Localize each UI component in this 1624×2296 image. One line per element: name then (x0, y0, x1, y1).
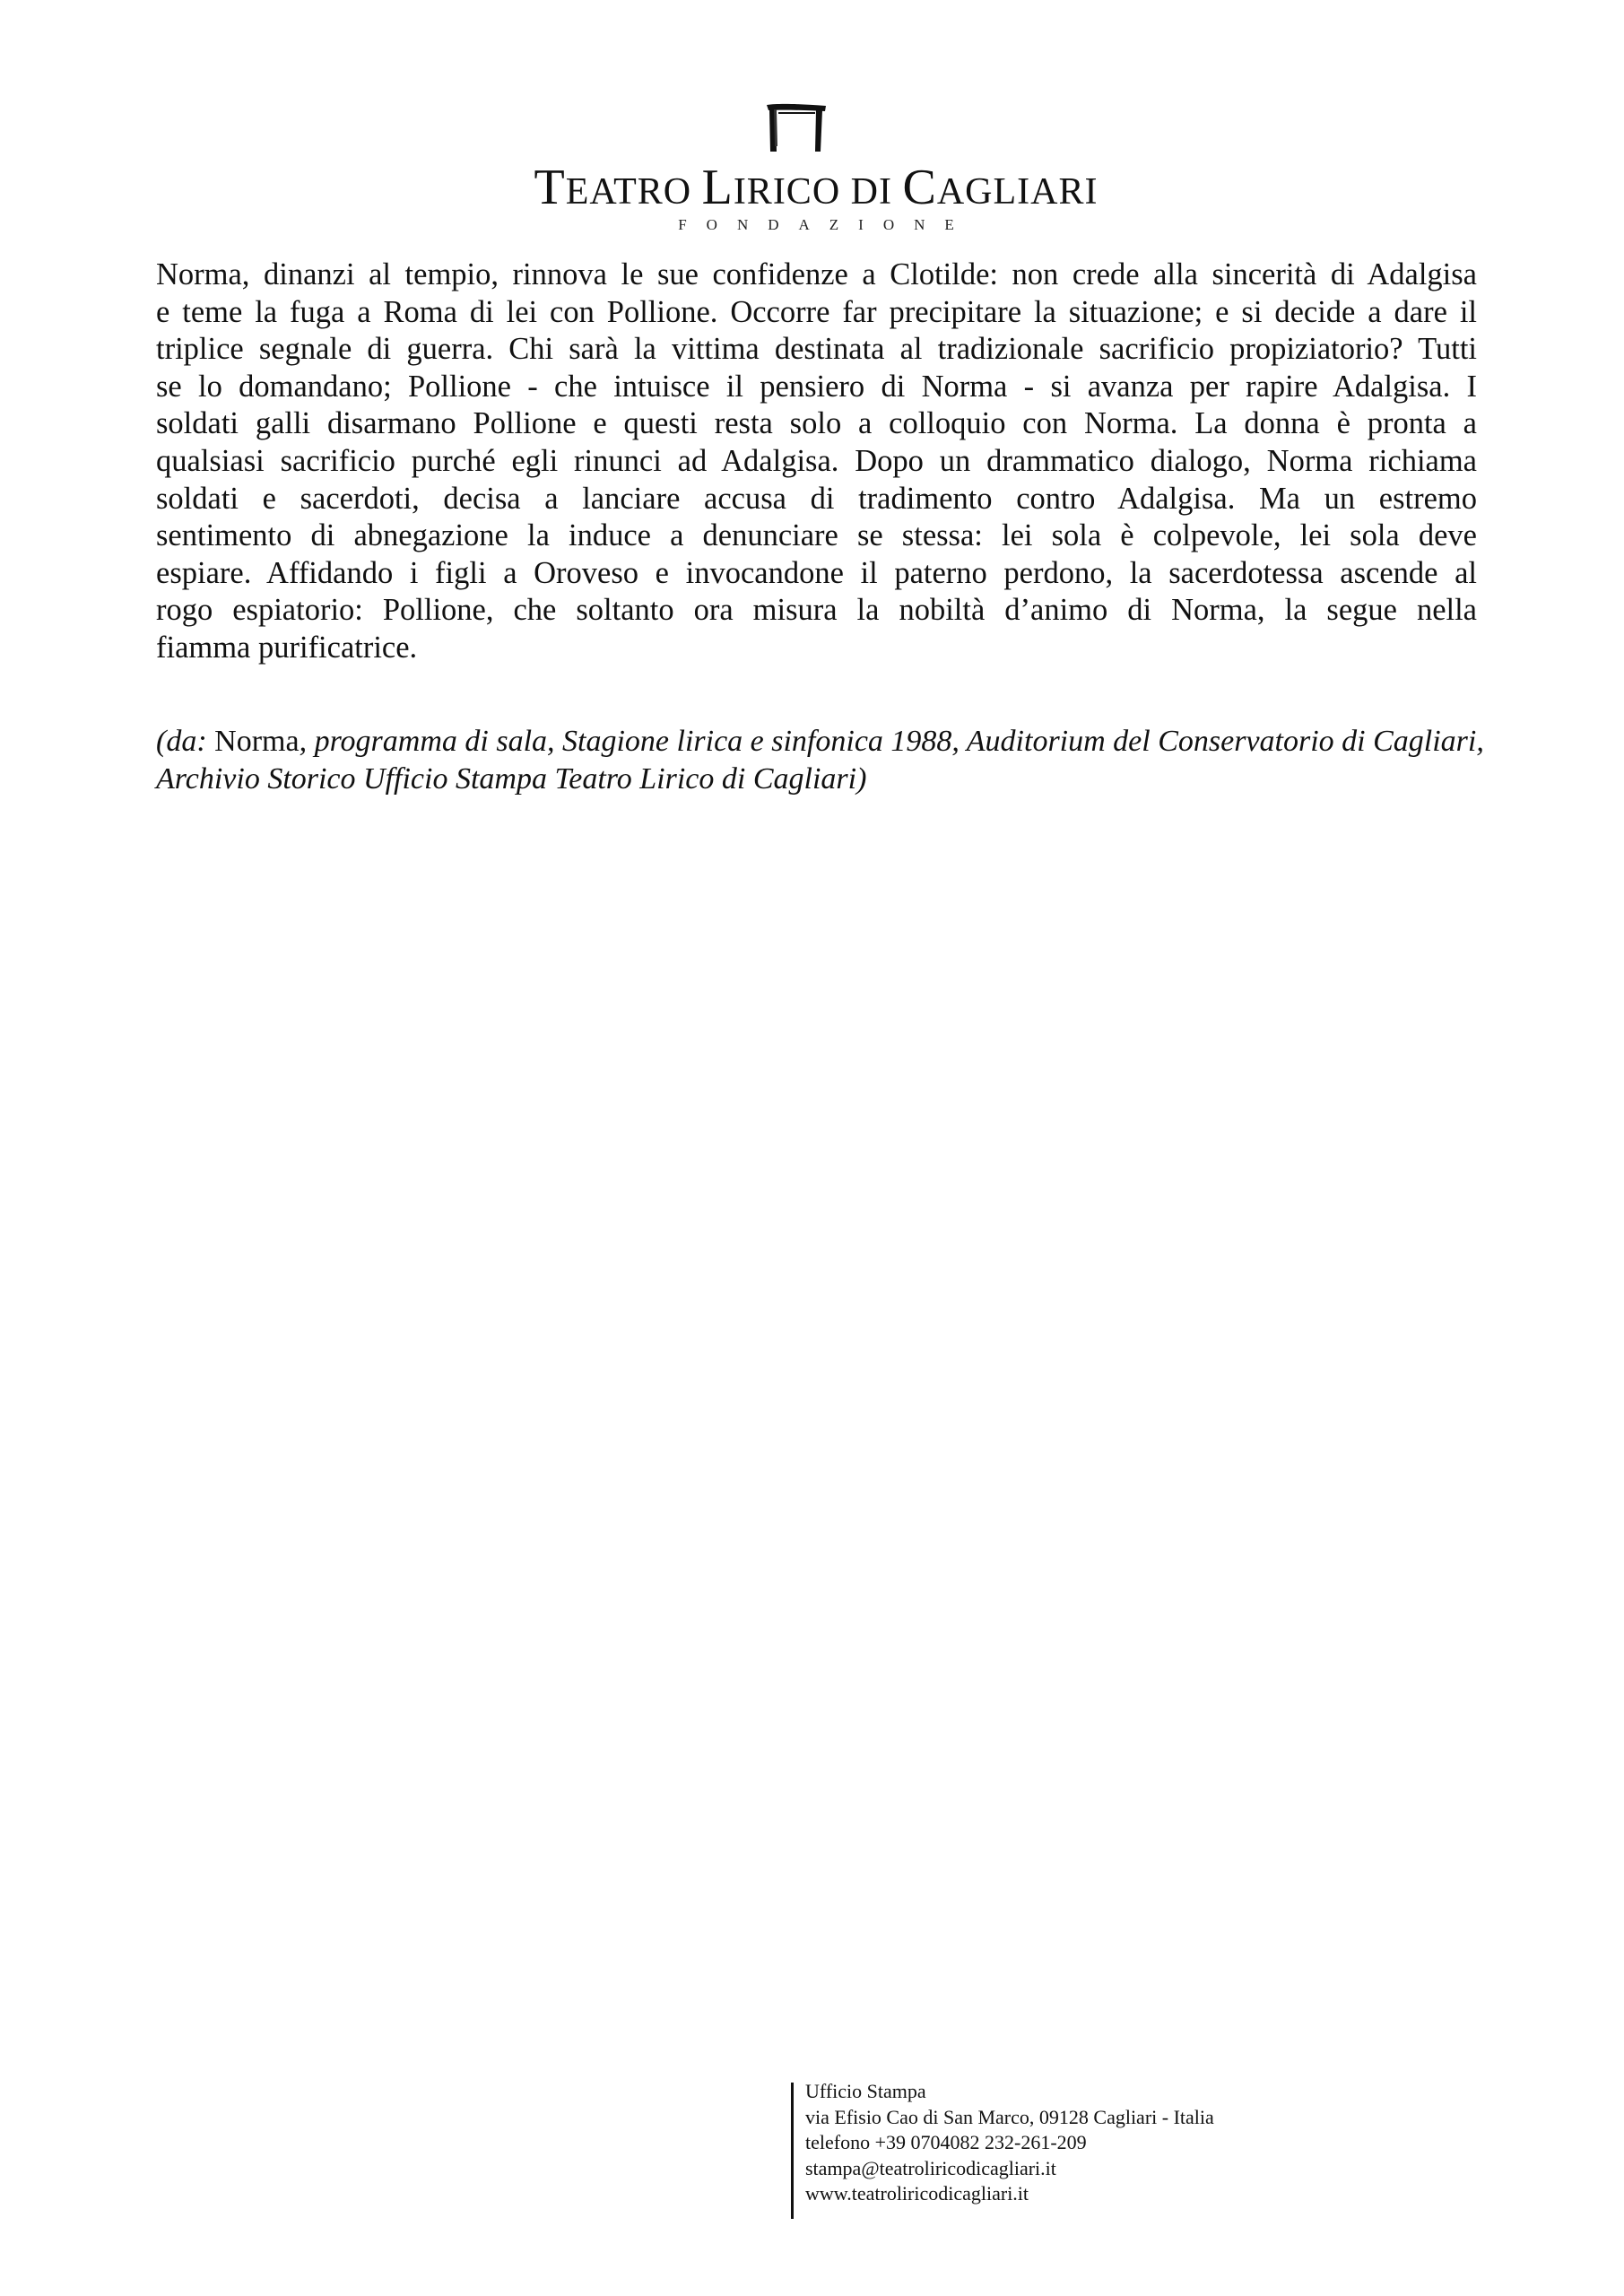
footer-contact (805, 2079, 1307, 2207)
paragraph-line: soldati galli disarmano Pollione e questi resta solo a colloquio con Norma. La donna è pronta a (156, 406, 1477, 441)
citation-line: Archivio Storico Ufficio Stampa Teatro Lirico di Cagliari) (156, 761, 867, 796)
footer-phone: telefono +39 0704082 232-261-209 (805, 2131, 1087, 2154)
paragraph-line: Norma, dinanzi al tempio, rinnova le sue confidenze a Clotilde: non crede alla sincerità di Adalgisa (156, 257, 1477, 291)
letterhead-title-initial: L (701, 160, 734, 215)
source-citation (156, 723, 1484, 797)
paragraph-line: sentimento di abnegazione la induce a denunciare se stessa: lei sola è colpevole, lei sola deve (156, 518, 1477, 553)
letterhead-title-rest: IRICO DI (733, 171, 903, 213)
citation-title: Norma (214, 725, 300, 758)
paragraph-line: fiamma purificatrice. (156, 630, 418, 665)
letterhead-title-initial: C (902, 160, 937, 215)
paragraph-line: triplice segnale di guerra. Chi sarà la vittima destinata al tradizionale sacrificio propiziatorio? Tutti (156, 332, 1477, 367)
paragraph-line: rogo espiatorio: Pollione, che soltanto ora misura la nobiltà d’animo di Norma, la segue nella (156, 593, 1477, 628)
letterhead-subtitle: FONDAZIONE (678, 216, 974, 233)
footer-office: Ufficio Stampa (805, 2080, 926, 2102)
paragraph-line: se lo domandano; Pollione - che intuisce il pensiero di Norma - si avanza per rapire Adalgisa. I (156, 369, 1477, 404)
letterhead-title-initial: T (534, 160, 566, 215)
letterhead (502, 94, 1130, 238)
footer-divider (791, 2083, 794, 2219)
letterhead-title (502, 159, 1130, 221)
citation-details: , programma di sala, Stagione lirica e sinfonica 1988, Auditorium del Conservatorio di Cagliari, (299, 725, 1484, 758)
footer-address: via Efisio Cao di San Marco, 09128 Cagliari - Italia (805, 2105, 1214, 2128)
citation-line (156, 723, 1484, 761)
footer-website: www.teatroliricodicagliari.it (805, 2182, 1029, 2205)
letterhead-title-rest: AGLIARI (936, 171, 1099, 213)
citation-prefix: (da: (156, 725, 215, 758)
paragraph-line: soldati e sacerdoti, decisa a lanciare accusa di tradimento contro Adalgisa. Ma un estremo (156, 481, 1477, 516)
letterhead-title-rest: EATRO (565, 171, 702, 213)
footer-email: stampa@teatroliricodicagliari.it (805, 2156, 1056, 2179)
paragraph-line: e teme la fuga a Roma di lei con Pollione. Occorre far precipitare la situazione; e si decide a dare il (156, 294, 1477, 329)
paragraph-line: qualsiasi sacrificio purché egli rinunci ad Adalgisa. Dopo un drammatico dialogo, Norma richiama (156, 443, 1477, 478)
paragraph-line: espiare. Affidando i figli a Oroveso e invocandone il paterno perdono, la sacerdotessa ascende al (156, 555, 1477, 590)
theatre-logo-icon (765, 101, 828, 153)
body-paragraph (156, 257, 1477, 667)
